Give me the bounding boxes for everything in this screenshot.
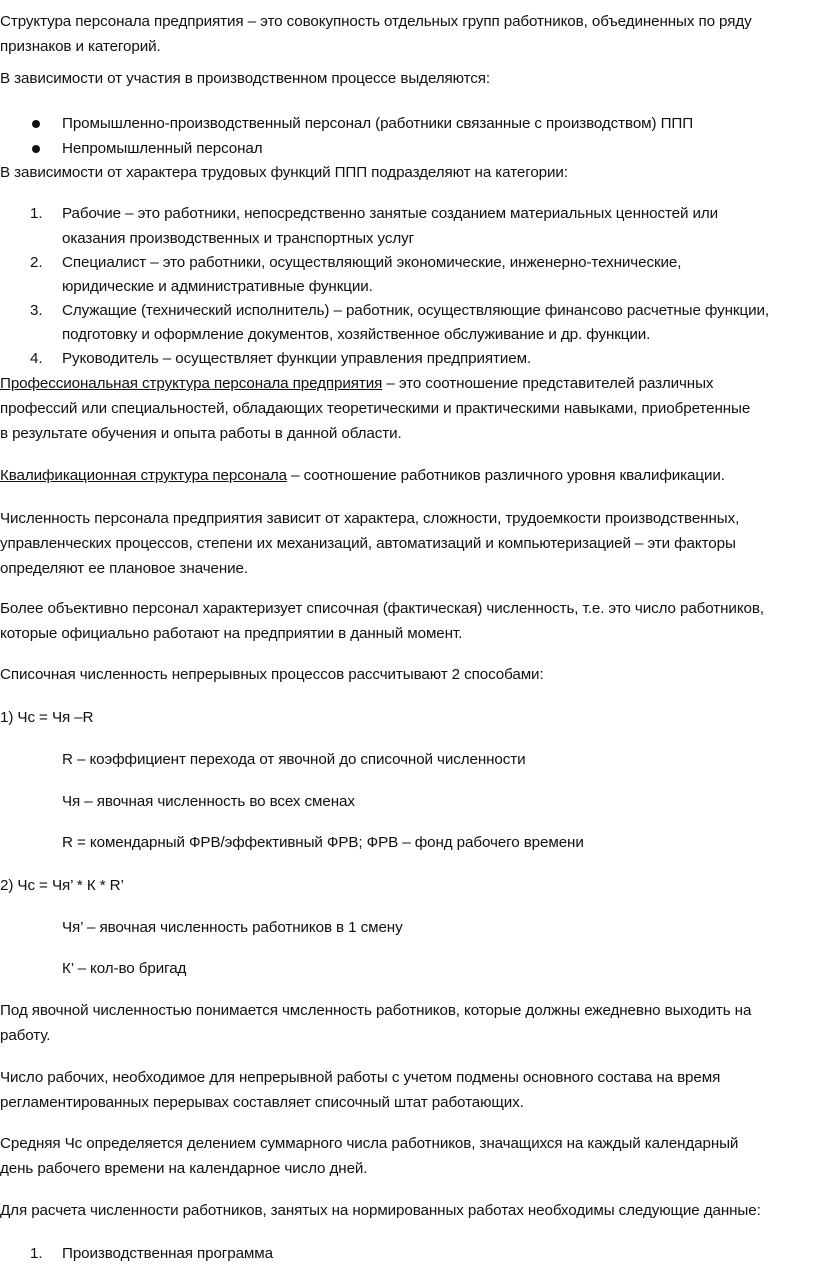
list-number: 4. (30, 350, 43, 367)
objective-line-1: Более объективно персонал характеризует списочная (фактическая) численность, т.е. это число работников, (0, 600, 764, 617)
list-item-line: Производственная программа (62, 1245, 273, 1262)
formula-definition: Чя’ – явочная численность работников в 1 смену (62, 919, 403, 936)
bullet-dot (32, 120, 40, 128)
headcount-line-3: определяют ее плановое значение. (0, 560, 249, 577)
continuous-heading: Списочная численность непрерывных процессов рассчитывают 2 способами: (0, 666, 544, 683)
list-item-line: Руководитель – осуществляет функции управления предприятием. (62, 350, 532, 367)
list-item-line: Служащие (технический исполнитель) – работник, осуществляющие финансово расчетные функции, (62, 302, 769, 319)
bullet-item: Непромышленный персонал (62, 140, 263, 157)
headcount-line-2: управленческих процессов, степени их механизаций, автоматизаций и компьютеризацией – эти факторы (0, 535, 736, 552)
list-number: 3. (30, 302, 43, 319)
intro-line-2: признаков и категорий. (0, 38, 161, 55)
formula-definition: R = комендарный ФРВ/эффективный ФРВ; ФРВ – фонд рабочего времени (62, 834, 584, 851)
professional-line-1 (0, 374, 713, 394)
intro-line-1: Структура персонала предприятия – это совокупность отдельных групп работников, объединенных по ряду (0, 13, 752, 30)
list-item-line: Специалист – это работники, осуществляющий экономические, инженерно-технические, (62, 254, 682, 271)
list-number: 2. (30, 254, 43, 271)
list-item-line: юридические и административные функции. (62, 278, 373, 295)
qualification-term: Квалификационная структура персонала (0, 467, 288, 484)
attendance-line-1: Под явочной численностью понимается чмсленность работников, которые должны ежедневно выходить на (0, 1002, 752, 1019)
list-item-line: подготовку и оформление документов, хозяйственное обслуживание и др. функции. (62, 326, 651, 343)
normed-heading: Для расчета численности работников, занятых на нормированных работах необходимы следующие данные: (0, 1202, 761, 1219)
professional-term: Профессиональная структура персонала предприятия (0, 375, 383, 392)
workers-line-1: Число рабочих, необходимое для непрерывной работы с учетом подмены основного состава на время (0, 1069, 721, 1086)
professional-definition: – это соотношение представителей различных (382, 375, 714, 392)
list-item-line: оказания производственных и транспортных услуг (62, 230, 415, 247)
qualification-line (0, 466, 725, 486)
list-number: 1. (30, 205, 43, 222)
professional-line-2: профессий или специальностей, обладающих теоретическими и практическими навыками, приобретенные (0, 400, 751, 417)
participation-heading: В зависимости от участия в производственном процессе выделяются: (0, 70, 491, 87)
average-line-2: день рабочего времени на календарное число дней. (0, 1160, 368, 1177)
categories-heading: В зависимости от характера трудовых функций ППП подразделяют на категории: (0, 164, 568, 181)
objective-line-2: которые официально работают на предприятии в данный момент. (0, 625, 463, 642)
formula-definition: К’ – кол-во бригад (62, 960, 187, 977)
list-item-line: Рабочие – это работники, непосредственно занятые созданием материальных ценностей или (62, 205, 719, 222)
formula-definition: R – коэффициент перехода от явочной до списочной численности (62, 751, 526, 768)
formula-definition: Чя – явочная численность во всех сменах (62, 793, 355, 810)
list-number: 1. (30, 1245, 43, 1262)
average-line-1: Средняя Чс определяется делением суммарного числа работников, значащихся на каждый календарный (0, 1135, 739, 1152)
professional-line-3: в результате обучения и опыта работы в данной области. (0, 425, 402, 442)
bullet-dot (32, 145, 40, 153)
attendance-line-2: работу. (0, 1027, 51, 1044)
bullet-item: Промышленно-производственный персонал (работники связанные с производством) ППП (62, 115, 694, 132)
formula-2: 2) Чс = Чя’ * К * R’ (0, 877, 124, 894)
qualification-definition: – соотношение работников различного уровня квалификации. (287, 467, 725, 484)
formula-1: 1) Чс = Чя –R (0, 709, 94, 726)
headcount-line-1: Численность персонала предприятия зависит от характера, сложности, трудоемкости производственных, (0, 510, 740, 527)
workers-line-2: регламентированных перерывах составляет списочный штат работающих. (0, 1094, 524, 1111)
